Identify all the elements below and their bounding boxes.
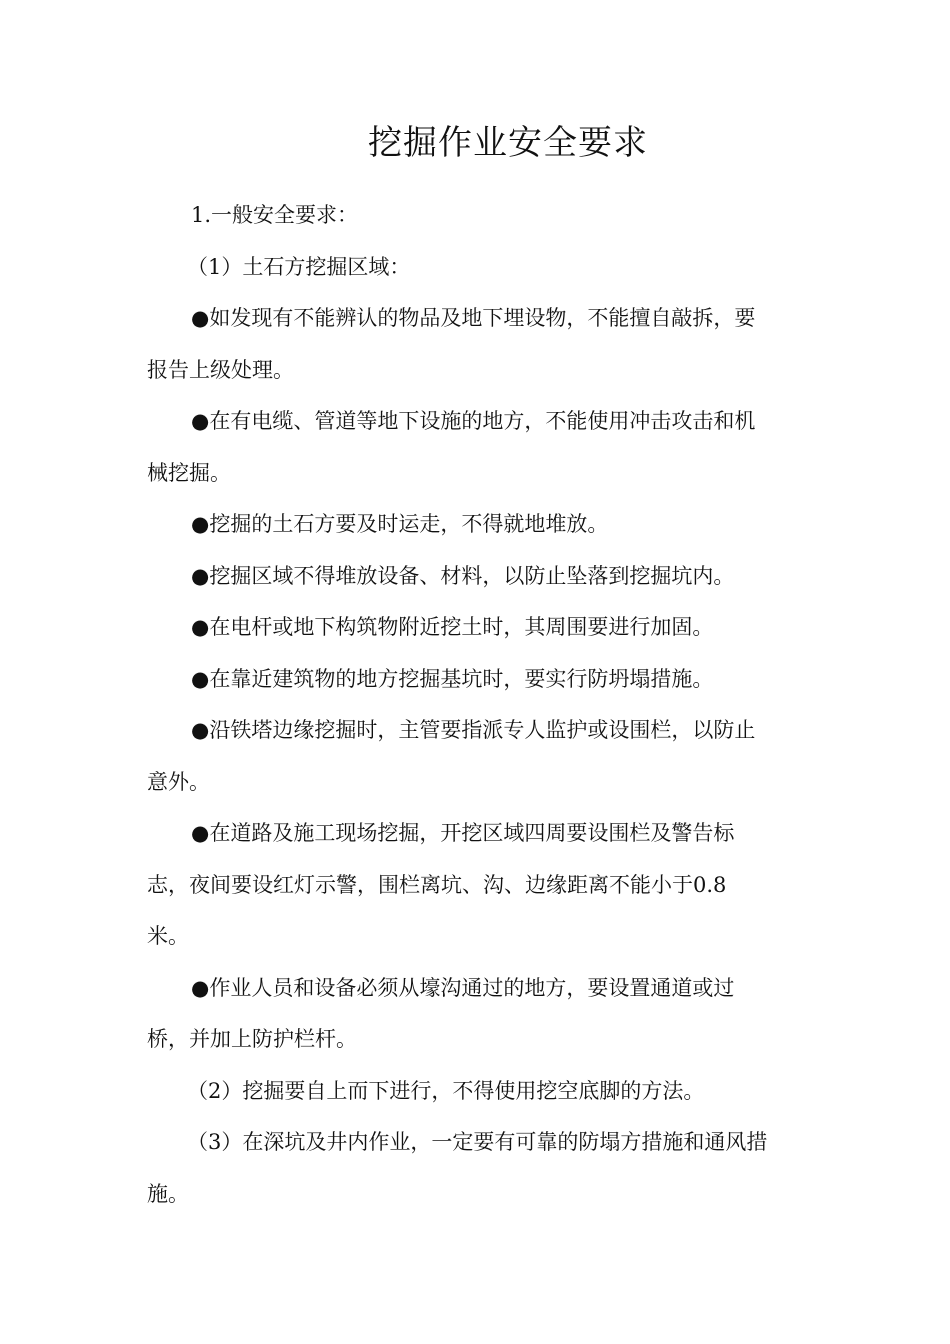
item-deep-pit-work <box>147 1117 807 1220</box>
text-line: ●挖掘的土石方要及时运走，不得就地堆放。 <box>191 512 609 536</box>
item-top-down-excavation <box>147 1066 807 1118</box>
bullet-underground-facilities <box>147 396 807 499</box>
text-line: ●作业人员和设备必须从壕沟通过的地方，要设置通道或过 <box>191 975 735 1000</box>
text-line: ●沿铁塔边缘挖掘时，主管要指派专人监护或设围栏，以防止 <box>191 718 756 742</box>
text-line: （1）土石方挖掘区域： <box>187 254 411 279</box>
section-heading-general <box>147 190 807 242</box>
bullet-reinforce-poles <box>147 602 807 654</box>
bullet-remove-spoil <box>147 499 807 551</box>
text-line: ●在电杆或地下构筑物附近挖土时，其周围要进行加固。 <box>191 615 714 639</box>
text-line: ●挖掘区域不得堆放设备、材料，以防止坠落到挖掘坑内。 <box>191 563 735 588</box>
document-title: 挖掘作业安全要求 <box>368 123 648 163</box>
text-line: 意外。 <box>147 769 210 794</box>
document-body <box>147 190 807 1220</box>
bullet-no-stacking <box>147 551 807 603</box>
text-line: 1.一般安全要求： <box>191 203 359 227</box>
text-line: ●在有电缆、管道等地下设施的地方，不能使用冲击攻击和机 <box>191 409 756 433</box>
text-line: 米。 <box>147 924 189 948</box>
text-line: 施。 <box>147 1181 189 1206</box>
text-line: （3）在深坑及井内作业，一定要有可靠的防塌方措施和通风措 <box>187 1130 768 1154</box>
text-line: （2）挖掘要自上而下进行，不得使用挖空底脚的方法。 <box>187 1078 705 1103</box>
bullet-road-barriers <box>147 808 807 963</box>
text-line: ●在靠近建筑物的地方挖掘基坑时，要实行防坍塌措施。 <box>191 666 714 691</box>
subsection-earthwork-area <box>147 242 807 294</box>
text-line: 报告上级处理。 <box>147 357 294 382</box>
bullet-unknown-objects <box>147 293 807 396</box>
bullet-collapse-prevention <box>147 654 807 706</box>
bullet-tower-supervision <box>147 705 807 808</box>
text-line: ●在道路及施工现场挖掘，开挖区域四周要设围栏及警告标 <box>191 821 735 845</box>
text-line: 志，夜间要设红灯示警，围栏离坑、沟、边缘距离不能小于0.8 <box>147 872 727 897</box>
text-line: 械挖掘。 <box>147 460 231 485</box>
text-line: ●如发现有不能辨认的物品及地下埋设物，不能擅自敲拆，要 <box>191 306 756 330</box>
bullet-trench-crossing <box>147 963 807 1066</box>
text-line: 桥，并加上防护栏杆。 <box>147 1027 357 1051</box>
